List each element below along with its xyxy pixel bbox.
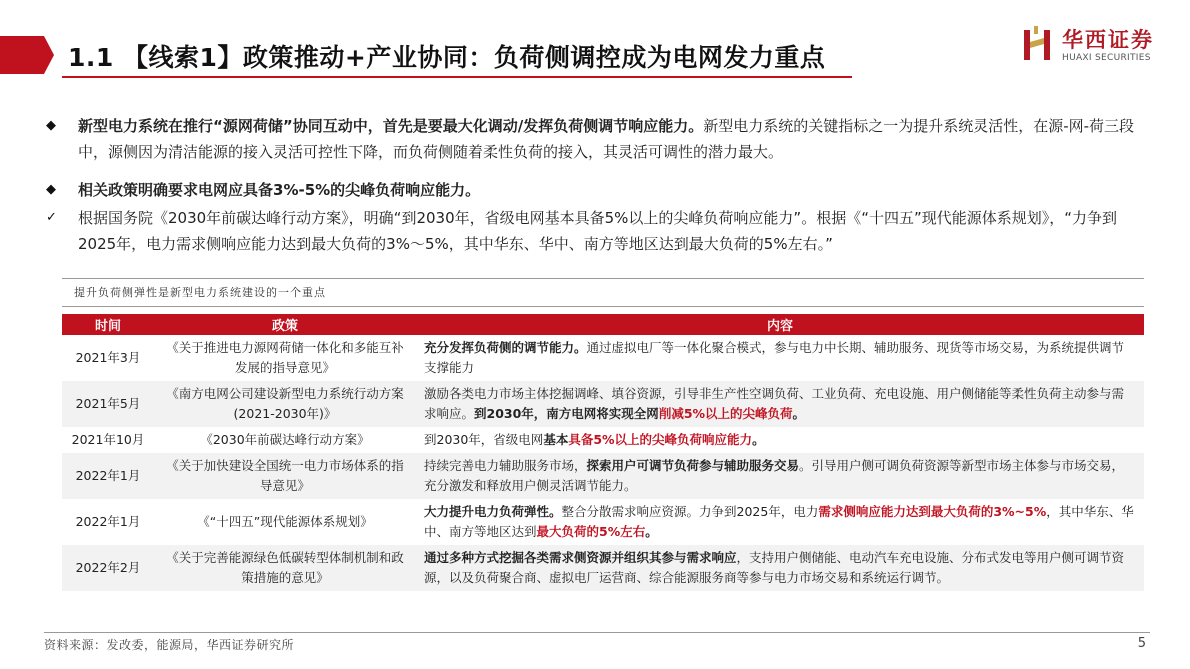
table-row — [62, 335, 1144, 381]
table-row — [62, 453, 1144, 499]
content-text: 持续完善电力辅助服务市场， — [424, 458, 587, 473]
highlight-bold-text: 探索用户可调节负荷参与辅助服务交易 — [586, 458, 800, 473]
cell-policy: 《关于推进电力源网荷储一体化和多能互补发展的指导意见》 — [166, 340, 404, 375]
table-row — [62, 499, 1144, 545]
header-date: 时间 — [62, 314, 154, 335]
highlight-red-text: 具备5%以上的尖峰负荷响应能力 — [568, 432, 753, 447]
highlight-bold-text: 大力提升电力负荷弹性。 — [424, 504, 562, 519]
bullet-text: 新型电力系统的关键指标之一为提升系统灵活性，在源-网-荷三段中，源侧因为清洁能源的接入灵活可控性下降，而负荷侧随着柔性负荷的接入，其灵活可调性的潜力最大。 — [78, 117, 1135, 161]
logo-chinese-name: 华西证券 — [1062, 28, 1154, 52]
cell-date: 2021年3月 — [75, 350, 141, 365]
highlight-bold-text: 充分发挥负荷侧的调节能力。 — [424, 340, 587, 355]
content-text: 到2030年，省级电网 — [424, 432, 544, 447]
bullet-item — [44, 177, 1154, 203]
content-text: 整合分散需求响应资源。力争到2025年，电力 — [561, 504, 819, 519]
cell-content — [416, 335, 1144, 381]
cell-date: 2022年1月 — [62, 453, 154, 499]
cell-policy: 《“十四五”现代能源体系规划》 — [197, 514, 373, 529]
table-row — [62, 381, 1144, 427]
source-note: 资料来源：发改委，能源局，华西证券研究所 — [44, 638, 295, 652]
cell-date: 2021年10月 — [71, 432, 145, 447]
footer-rule — [44, 632, 1150, 633]
cell-policy: 《关于完善能源绿色低碳转型体制机制和政策措施的意见》 — [154, 545, 416, 591]
cell-content — [416, 499, 1144, 545]
highlight-bold-text: 通过多种方式挖掘各类需求侧资源并组织其参与需求响应 — [424, 550, 737, 565]
highlight-bold-text: 到2030年，南方电网将实现全网 — [474, 406, 659, 421]
bullet-text: 根据国务院《2030年前碳达峰行动方案》，明确“到2030年，省级电网基本具备5%以上的尖峰负荷响应能力”。根据《“十四五”现代能源体系规划》，“力争到2025年，电力需求侧响应能力达到最大负荷的3%～5%，其中华东、华中、南方等地区达到最大负荷的5%左右。” — [78, 209, 1118, 253]
content-text: 激励各类电力市场主体挖掘调峰、填谷资源，引导非生产性空调负荷、工业负荷、充电设施、用户侧储能等柔性负荷主动参与需求响应。 — [424, 386, 1125, 421]
huaxi-logo-icon — [1022, 24, 1056, 64]
content-text: ，其中华东、华中、南方等地区达到 — [424, 504, 1134, 539]
content-text: ，支持用户侧储能、电动汽车充电设施、分布式发电等用户侧可调节资源，以及负荷聚合商、虚拟电厂运营商、综合能源服务商等参与电力市场交易和系统运行调节。 — [424, 550, 1125, 585]
highlight-red-text: 最大负荷的5%左右 — [536, 524, 646, 539]
cell-policy: 《南方电网公司建设新型电力系统行动方案(2021-2030年)》 — [154, 381, 416, 427]
cell-content — [416, 545, 1144, 591]
cell-date: 2022年1月 — [75, 514, 141, 529]
table-row — [62, 545, 1144, 591]
logo-english-name: HUAXI SECURITIES — [1062, 53, 1151, 63]
highlight-bold-text: 。 — [645, 524, 658, 539]
diamond-bullet-icon: ◆ — [46, 118, 56, 133]
highlight-red-text: 需求侧响应能力达到最大负荷的3%~5% — [818, 504, 1047, 519]
page-number: 5 — [1137, 636, 1146, 651]
cell-policy: 《关于加快建设全国统一电力市场体系的指导意见》 — [154, 453, 416, 499]
cell-content — [416, 453, 1144, 499]
page-title: 1.1 【线索1】政策推动+产业协同：负荷侧调控成为电网发力重点 — [68, 43, 826, 72]
table-caption: 提升负荷侧弹性是新型电力系统建设的一个重点 — [74, 286, 326, 299]
cell-content — [416, 427, 1144, 453]
content-text: 。引导用户侧可调负荷资源等新型市场主体参与市场交易，充分激发和释放用户侧灵活调节能力。 — [424, 458, 1125, 493]
highlight-bold-text: 基本 — [543, 432, 569, 447]
header-content: 内容 — [416, 314, 1144, 335]
cell-date: 2021年5月 — [62, 381, 154, 427]
company-logo — [1022, 24, 1172, 68]
policy-table — [62, 314, 1144, 591]
caption-rule-top — [62, 278, 1144, 279]
highlight-red-text: 削减5%以上的尖峰负荷 — [658, 406, 793, 421]
caption-rule-bottom — [62, 306, 1144, 307]
header-policy: 政策 — [154, 314, 416, 335]
table-row — [62, 427, 1144, 453]
cell-date: 2022年2月 — [62, 545, 154, 591]
bullet-item — [44, 113, 1154, 165]
bullet-item — [44, 205, 1154, 257]
title-accent-tab — [0, 36, 44, 74]
highlight-bold-text: 。 — [752, 432, 765, 447]
bullet-list — [44, 113, 1154, 257]
checkmark-bullet-icon: ✓ — [46, 210, 57, 225]
table-header-row — [62, 314, 1144, 335]
content-text: 通过虚拟电厂等一体化聚合模式，参与电力中长期、辅助服务、现货等市场交易，为系统提供调节支撑能力 — [424, 340, 1125, 375]
title-underline — [62, 76, 852, 78]
bullet-bold-text: 新型电力系统在推行“源网荷储”协同互动中，首先是要最大化调动/发挥负荷侧调节响应能力。 — [78, 117, 704, 135]
bullet-bold-text: 相关政策明确要求电网应具备3%-5%的尖峰负荷响应能力。 — [78, 181, 481, 199]
diamond-bullet-icon: ◆ — [46, 182, 56, 197]
cell-policy: 《2030年前碳达峰行动方案》 — [200, 432, 370, 447]
highlight-bold-text: 。 — [792, 406, 806, 421]
cell-content — [416, 381, 1144, 427]
